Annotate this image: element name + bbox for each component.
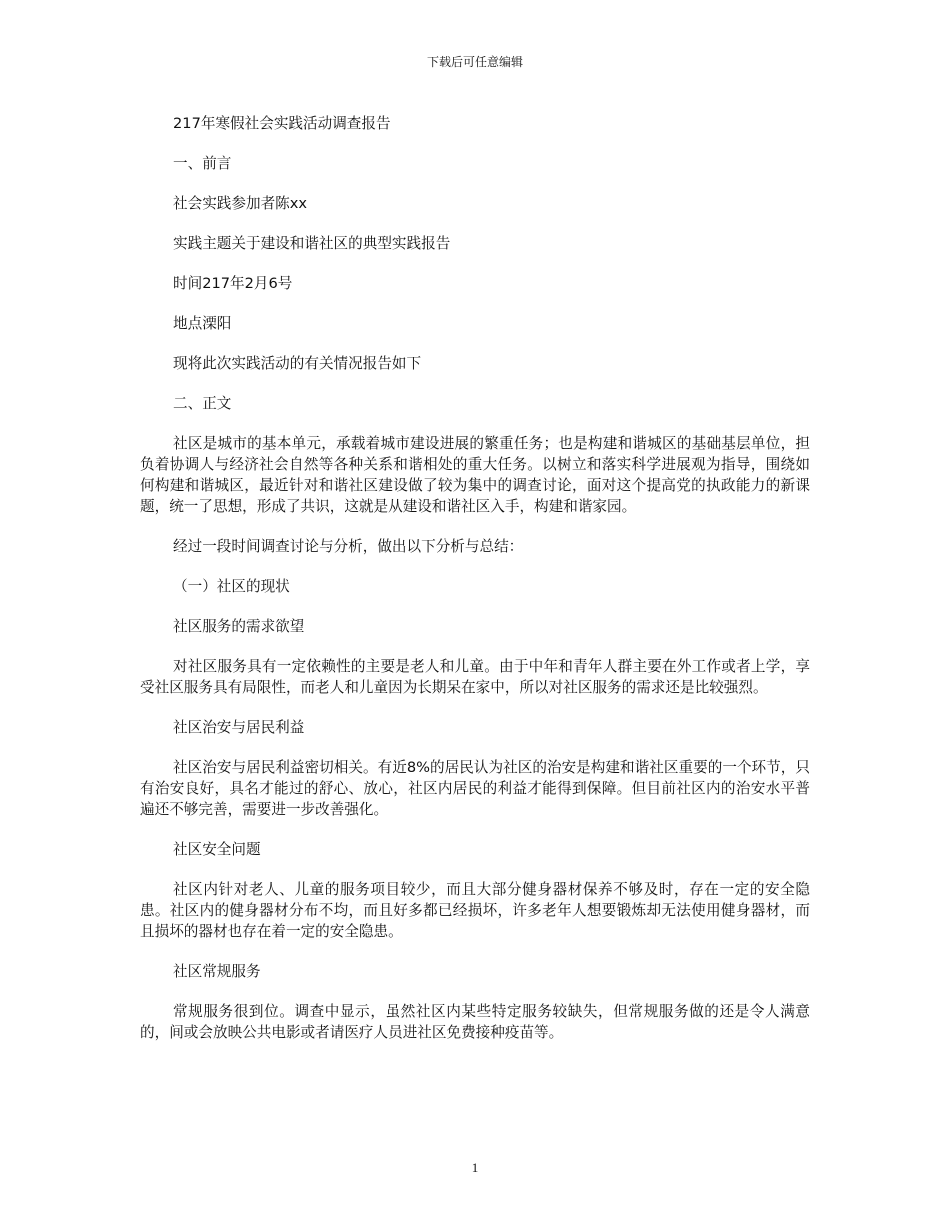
subsection-heading: （一）社区的现状: [173, 578, 290, 595]
theme-line: 实践主题关于建设和谐社区的典型实践报告: [173, 235, 451, 252]
body-paragraph: 社区治安与居民利益密切相关。有近8%的居民认为社区的治安是构建和谐社区重要的一个环节，只有治安良好，具名才能过的舒心、放心，社区内居民的利益才能得到保障。但目前社区内的治安水平普遍还不够完善，需要进一步改善强化。: [140, 759, 810, 818]
body-paragraph: 社区是城市的基本单元，承载着城市建设进展的繁重任务；也是构建和谐城区的基础基层单位，担负着协调人与经济社会自然等各种关系和谐相处的重大任务。以树立和落实科学进展观为指导，围绕如何构建和谐城区，最近针对和谐社区建设做了较为集中的调查讨论，面对这个提高党的执政能力的新课题，统一了思想，形成了共识，这就是从建设和谐社区入手，构建和谐家园。: [140, 435, 810, 515]
section-heading-preface: 一、前言: [173, 155, 232, 172]
topic-heading: 社区安全问题: [173, 841, 261, 858]
body-paragraph: 社区内针对老人、儿童的服务项目较少，而且大部分健身器材保养不够及时，存在一定的安全隐患。社区内的健身器材分布不均，而且好多都已经损坏，许多老年人想要锻炼却无法使用健身器材，而且损坏的器材也存在着一定的安全隐患。: [140, 881, 810, 940]
location-line: 地点溧阳: [173, 315, 232, 332]
page-header-note: 下载后可任意编辑: [426, 55, 523, 69]
body-paragraph: 对社区服务具有一定依赖性的主要是老人和儿童。由于中年和青年人群主要在外工作或者上学，享受社区服务具有局限性，而老人和儿童因为长期呆在家中，所以对社区服务的需求还是比较强烈。: [140, 658, 810, 696]
topic-heading: 社区常规服务: [173, 963, 261, 980]
intro-line: 现将此次实践活动的有关情况报告如下: [173, 355, 422, 372]
topic-heading: 社区服务的需求欲望: [173, 618, 305, 635]
document-body: [140, 113, 810, 1062]
section-heading-body: 二、正文: [173, 395, 232, 412]
time-line: 时间217年2月6号: [173, 275, 293, 292]
body-paragraph: 常规服务很到位。调查中显示，虽然社区内某些特定服务较缺失，但常规服务做的还是令人满意的，间或会放映公共电影或者请医疗人员进社区免费接种疫苗等。: [140, 1003, 810, 1041]
participant-line: 社会实践参加者陈xx: [173, 195, 308, 212]
summary-intro: 经过一段时间调查讨论与分析，做出以下分析与总结：: [173, 538, 524, 555]
topic-heading: 社区治安与居民利益: [173, 719, 305, 736]
page-number: 1: [471, 1160, 479, 1175]
report-title: 217年寒假社会实践活动调查报告: [173, 115, 391, 132]
